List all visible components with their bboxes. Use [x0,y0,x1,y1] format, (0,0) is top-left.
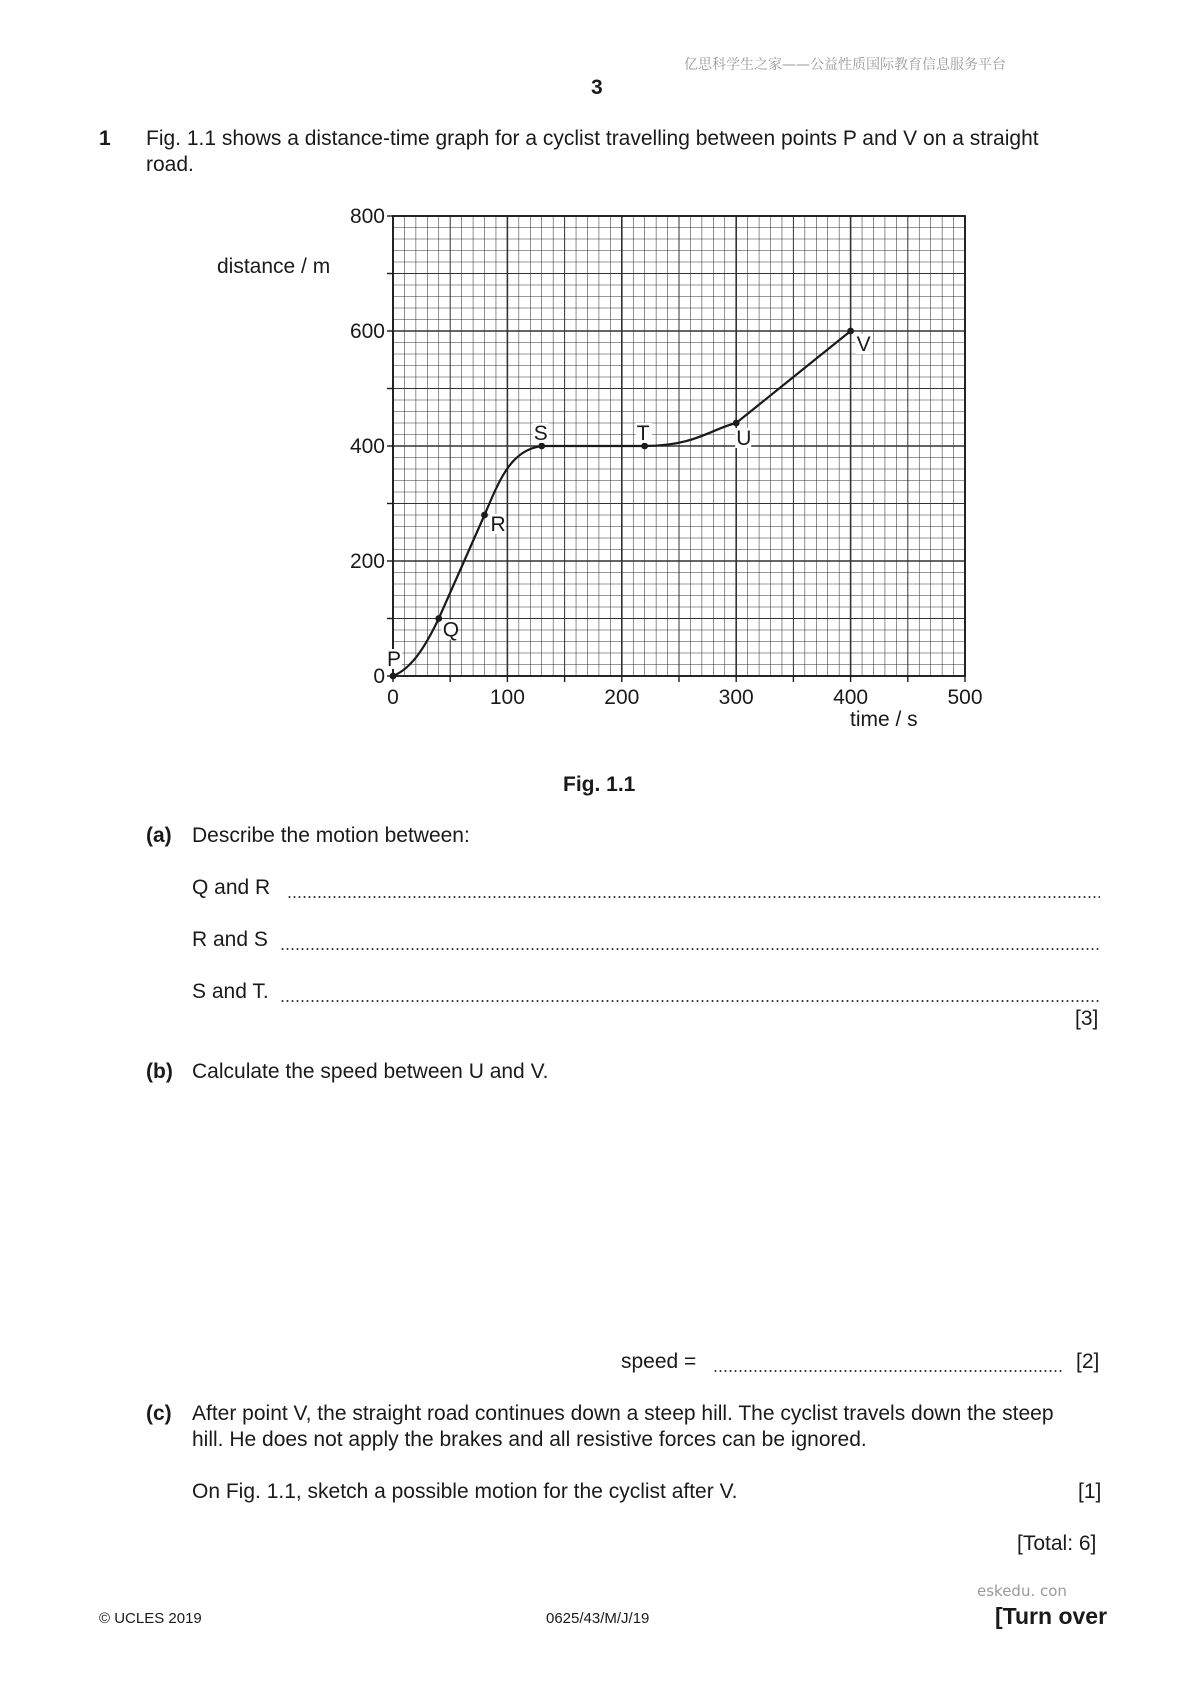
part-c-line2: hill. He does not apply the brakes and all resistive forces can be ignored. [192,1428,867,1451]
footer-copyright: © UCLES 2019 [99,1610,202,1627]
y-tick-label: 800 [349,205,385,228]
y-tick-label: 0 [373,665,385,688]
y-tick-label: 200 [349,550,385,573]
speed-answer-line[interactable] [713,1370,1063,1372]
answer-line-label-2: R and S [192,928,268,951]
part-b-label: (b) [146,1060,173,1083]
part-a-prompt: Describe the motion between: [192,824,470,847]
part-c-line1: After point V, the straight road continues down a steep hill. The cyclist travels down the steep [192,1402,1054,1425]
part-a-marks: [3] [1075,1007,1099,1030]
footer-code: 0625/43/M/J/19 [546,1610,650,1627]
turn-over: [Turn over [995,1603,1108,1629]
question-intro-line1: Fig. 1.1 shows a distance-time graph for a cyclist travelling between points P and V on a straight [146,127,1039,150]
point-label-t: T [636,422,650,445]
figure-caption: Fig. 1.1 [563,773,636,796]
answer-line-label-3: S and T. [192,980,269,1003]
answer-line-1[interactable] [287,896,1100,898]
answer-line-label-1: Q and R [192,876,271,899]
part-b-prompt: Calculate the speed between U and V. [192,1060,549,1083]
data-point-v [847,328,854,335]
data-point-p [390,673,397,680]
x-tick-label: 200 [604,686,640,709]
x-tick-label: 400 [833,686,869,709]
distance-time-chart [0,0,1191,800]
chart-grid [393,216,965,676]
point-label-u: U [736,427,752,450]
point-label-s: S [533,422,548,445]
point-label-q: Q [442,618,460,642]
x-tick-label: 100 [489,686,525,709]
y-axis-label: distance / m [217,255,331,278]
x-tick-label: 0 [387,686,399,709]
part-a-label: (a) [146,824,172,847]
footer-site: eskedu. con [977,1582,1067,1600]
question-intro-line2: road. [146,153,194,176]
point-label-r: R [490,513,506,536]
answer-line-2[interactable] [280,948,1100,950]
point-label-p: P [387,648,402,671]
y-tick-label: 600 [349,320,385,343]
x-tick-label: 300 [718,686,754,709]
part-c-instruction: On Fig. 1.1, sketch a possible motion for the cyclist after V. [192,1480,738,1503]
part-c-label: (c) [146,1402,172,1425]
data-point-r [481,512,488,519]
header-watermark: 亿思科学生之家——公益性质国际教育信息服务平台 [684,57,1006,73]
question-number: 1 [99,127,111,150]
part-c-marks: [1] [1078,1480,1102,1503]
point-label-v: V [856,333,871,356]
page-number: 3 [591,76,603,99]
x-axis-label: time / s [850,708,918,731]
x-tick-label: 500 [947,686,983,709]
data-point-u [733,420,740,427]
answer-line-3[interactable] [280,1000,1100,1002]
speed-label: speed = [621,1350,697,1373]
part-b-marks: [2] [1076,1350,1100,1373]
y-tick-label: 400 [349,435,385,458]
data-point-q [435,615,442,622]
total-marks: [Total: 6] [1017,1532,1097,1555]
